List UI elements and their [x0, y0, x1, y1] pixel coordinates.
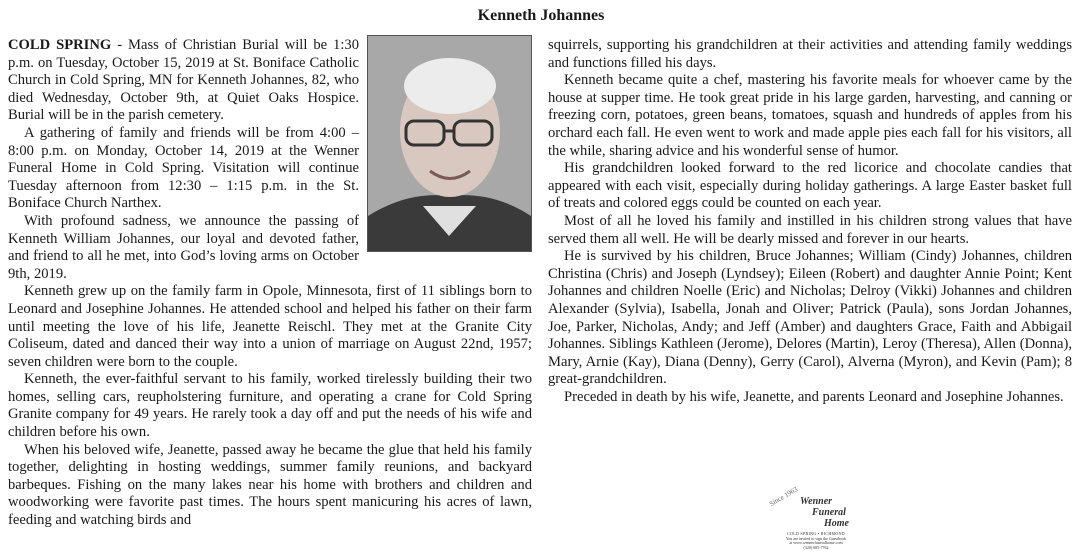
- funeral-home-logo: [760, 485, 870, 555]
- paragraph: He is survived by his children, Bruce Johannes; William (Cindy) Johannes, children Christina (Chris) and Joseph (Lyndsey); Eileen (Robert) and daughter Annie Point; Kent Johannes and children Noelle (Eric) and Nicholas; Delroy (Vikki) Johannes and children Alexander (Sylvia), Isabella, Jonah and Oliver; Patrick (Paula), sons Jordan Johannes, Joe, Parker, Nicholas, Andy; and Jeff (Amber) and daughters Grace, Faith and Abbigail Johannes. Siblings Kathleen (Jerome), Delores (Martin), Leroy (Theresa), Allen (Donna), Mary, Arnie (Kay), Diana (Denny), Gerry (Carol), Alverna (Myron), and Kevin (Pam); 8 great-grandchildren.: [548, 248, 1072, 388]
- logo-phone: (320) 685-7762: [803, 545, 829, 550]
- logo-since: Since 1963: [768, 485, 800, 508]
- paragraph: Kenneth, the ever-faithful servant to his family, worked tirelessly building their two homes, selling cars, reupholstering furniture, and operating a crane for Cold Spring Granite company for 49 years. He rarely took a day off and put the needs of his wife and children before his own.: [8, 371, 532, 441]
- paragraph: With profound sadness, we announce the passing of Kenneth William Johannes, our loyal and devoted father, and friend to all he met, into God’s loving arms on October 9th, 2019.: [8, 212, 359, 282]
- paragraph: A gathering of family and friends will be from 4:00 – 8:00 p.m. on Monday, October 14, 2019 at the Wenner Funeral Home in Cold Spring. Visitation will continue Tuesday afternoon from 12:30 – 1:15 p.m. in the St. Boniface Church Narthex.: [8, 124, 359, 212]
- right-column: [548, 37, 1072, 406]
- paragraph: His grandchildren looked forward to the red licorice and chocolate candies that appeared with each visit, especially during holiday gatherings. A large Easter basket full of treats and colored eggs could be counted on each year.: [548, 160, 1072, 212]
- paragraph: Kenneth grew up on the family farm in Opole, Minnesota, first of 11 siblings born to Leonard and Josephine Johannes. He attended school and helped his father on their farm until meeting the love of his life, Jeanette Reischl. They met at the Granite City Coliseum, dated and danced their way into a union of marriage on August 22nd, 1957; seven children were born to the couple.: [8, 283, 532, 370]
- paragraph: Kenneth became quite a chef, mastering his favorite meals for whoever came by the house at supper time. He took great pride in his large garden, harvesting, and canning or freezing corn, potatoes, green beans, tomatoes, squash and hundreds of apples from his orchard each fall. He even went to work and made apple pies each fall for his visitors, all the while, sharing advice and his wonderful sense of humor.: [548, 72, 1072, 159]
- logo-invite: You are invited to sign the Guestbook: [785, 536, 847, 541]
- logo-line2: Funeral: [812, 507, 846, 518]
- logo-line3: Home: [824, 518, 849, 529]
- portrait-photo-icon: [368, 36, 531, 251]
- logo-address: COLD SPRING • RICHMOND: [787, 531, 845, 536]
- paragraph: Preceded in death by his wife, Jeanette, and parents Leonard and Josephine Johannes.: [564, 388, 1064, 405]
- dateline: COLD SPRING: [8, 37, 112, 53]
- paragraph: squirrels, supporting his grandchildren at their activities and attending family weddings and functions filled his days.: [548, 37, 1072, 71]
- left-column: [8, 37, 532, 530]
- obituary-title: Kenneth Johannes: [477, 7, 605, 24]
- logo-line1: Wenner: [800, 496, 833, 507]
- paragraph: Most of all he loved his family and instilled in his children strong values that have served them all well. He will be dearly missed and forever in our hearts.: [548, 212, 1072, 247]
- portrait-photo: [367, 35, 532, 252]
- logo-website: at www.wennerfuneralhome.com: [789, 540, 843, 545]
- paragraph: When his beloved wife, Jeanette, passed away he became the glue that held his family together, delighting in hosting weddings, summer family reunions, and backyard barbeques. Fishing on the many lakes near his home with brothers and children and woodworking were favorite past times. The hours spent manicuring his acres of lawn, feeding and watching birds and: [8, 441, 532, 529]
- paragraph: COLD SPRING - Mass of Christian Burial will be 1:30 p.m. on Tuesday, October 15, 2019 at St. Boniface Catholic Church in Cold Spring, MN for Kenneth Johannes, 82, who died Wednesday, October 9th, at Quiet Oaks Hospice. Burial will be in the parish cemetery.: [8, 37, 359, 124]
